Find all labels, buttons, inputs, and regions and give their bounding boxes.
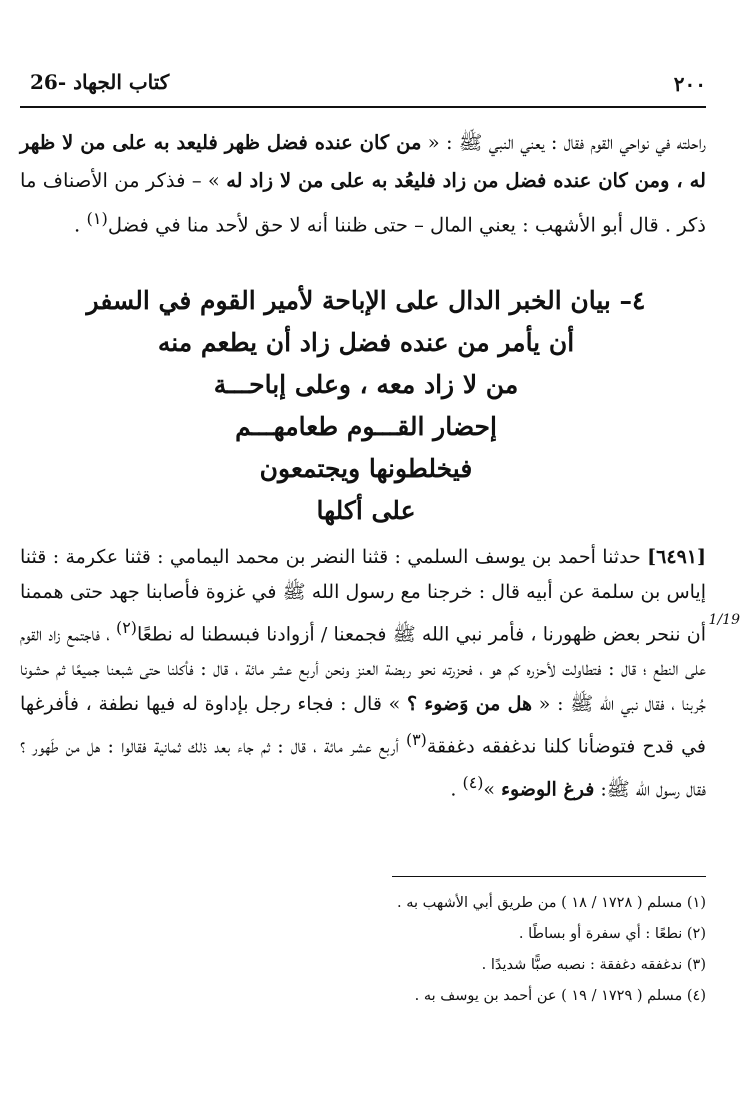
heading-line: من لا زاد معه ، وعلى إباحـــة bbox=[213, 370, 519, 399]
footnote-ref: (٢) bbox=[116, 618, 137, 637]
header-rule bbox=[20, 106, 706, 108]
text-segment: راحلته في نواحي القوم فقال : يعني النبي ﷺ : « bbox=[421, 131, 706, 154]
footnote-ref: (١) bbox=[86, 209, 108, 228]
footnote-rule bbox=[392, 876, 706, 877]
footnote-1: (١) مسلم ( ١٧٢٨ / ١٨ ) من طريق أبي الأشهب به . bbox=[397, 895, 706, 911]
text-segment: » – فذكر من الأصناف ما ذكر . قال أبو الأشهب : يعني المال – حتى ظننا أنه لا حق لأحد منا في فضل bbox=[20, 169, 706, 237]
footnote-ref: (٣) bbox=[405, 730, 427, 750]
text-segment: أربع عشر مائة ، قال : ثم جاء بعد ذلك ثمانية فقالوا : هل من طَهور ؟ فقال رسول الله ﷺ: bbox=[20, 735, 706, 800]
text-segment: » قال : فجاء رجل بإداوة له فيها نطفة ، فأفرغها في قدح فتوضأنا كلنا ندغفقه دغفقة bbox=[20, 693, 706, 758]
footnote-4: (٤) مسلم ( ١٧٢٩ / ١٩ ) عن أحمد بن يوسف به . bbox=[414, 988, 706, 1004]
heading-line: فيخلطونها ويجتمعون bbox=[259, 454, 473, 483]
hadith-quote: من كان عنده فضل ظهر فليعد به على من لا ظهر له ، ومن كان عنده فضل من زاد فليعُد به على من لا زاد له bbox=[20, 131, 706, 192]
hadith-paragraph bbox=[20, 540, 706, 807]
heading-line: إحضار القـــوم طعامهـــم bbox=[235, 412, 497, 441]
heading-line: ٤– بيان الخبر الدال على الإباحة لأمير القوم في السفر bbox=[86, 286, 646, 315]
hadith-number: [٦٤٩١] bbox=[647, 546, 706, 568]
page-number: ٢٠٠ bbox=[673, 72, 706, 96]
text-segment: حدثنا أحمد بن يوسف السلمي : قثنا النضر بن محمد اليمامي : قثنا عكرمة : قثنا إياس بن سلمة عن أبيه قال : خرجنا مع رسول الله ﷺ في غزوة فأصابنا جهد حتى هممنا أن ننحر بعض ظهورنا ، فأمر نبي الله ﷺ فجمعنا / أزوادنا فبسطنا له نطعًا bbox=[20, 546, 706, 646]
text-segment: ، فاجتمع زاد القوم على النطع ؛ قال : فتطاولت لأحزره كم هو ، فحزرته نحو ربضة العنز ونحن أربع عشر مائة ، قال : فأكلنا حتى شبعنا جميعًا ثم حشونا جُربنا ، فقال نبي الله ﷺ : « bbox=[20, 623, 706, 716]
chapter-title: 26- كتاب الجهاد bbox=[30, 70, 170, 94]
footnote-ref: (٤) bbox=[462, 772, 484, 792]
text-segment: » bbox=[483, 777, 502, 800]
footnotes bbox=[20, 888, 706, 1012]
footnote-2: (٢) نطعًا : أي سفرة أو بساطًا . bbox=[518, 926, 706, 942]
text-segment: . bbox=[450, 777, 463, 800]
hadith-quote: فرغ الوضوء bbox=[501, 777, 595, 800]
paragraph-continuation bbox=[20, 124, 706, 245]
footnote-3: (٣) ندغفقه دغفقة : نصبه صبًّا شديدًا . bbox=[481, 957, 706, 973]
margin-reference: 1/19 bbox=[708, 612, 740, 628]
heading-line: على أكلها bbox=[316, 496, 416, 525]
hadith-quote: هل من وَضوء ؟ bbox=[406, 693, 533, 716]
heading-line: أن يأمر من عنده فضل زاد أن يطعم منه bbox=[157, 328, 575, 357]
running-header bbox=[20, 70, 706, 100]
section-heading bbox=[50, 280, 682, 532]
text-segment: . bbox=[74, 213, 87, 237]
